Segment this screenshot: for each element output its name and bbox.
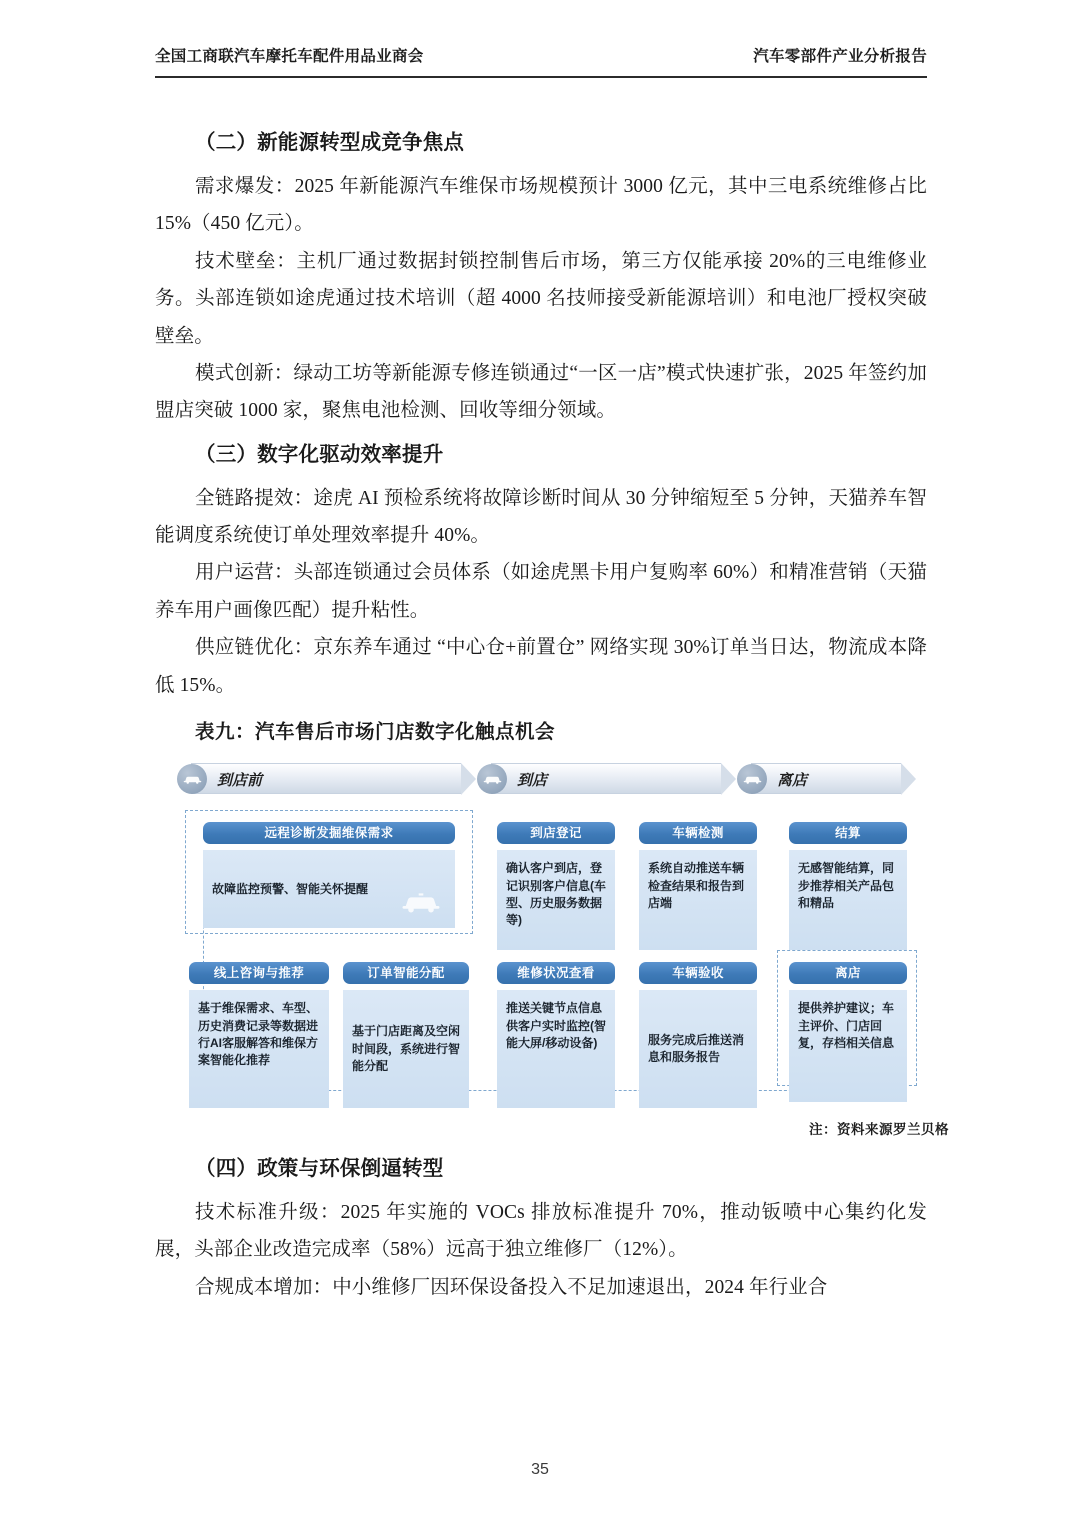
stage-banner-row bbox=[177, 762, 949, 800]
card-body-text: 故障监控预警、智能关怀提醒 bbox=[212, 881, 369, 896]
card-title: 线上咨询与推荐 bbox=[189, 962, 329, 984]
card-body bbox=[189, 990, 329, 1108]
card-repair-status[interactable] bbox=[497, 962, 615, 1108]
touchpoint-card-board bbox=[177, 804, 949, 1104]
digital-touchpoint-diagram bbox=[177, 762, 949, 1138]
card-body-text: 服务完成后推送消息和服务报告 bbox=[648, 1032, 745, 1065]
card-vehicle-acceptance[interactable] bbox=[639, 962, 757, 1108]
stage-label-at-store: 到店 bbox=[517, 771, 548, 789]
card-vehicle-inspection[interactable] bbox=[639, 822, 757, 950]
card-leave-store[interactable] bbox=[789, 962, 907, 1102]
card-title: 维修状况查看 bbox=[497, 962, 615, 984]
paragraph-supply-chain: 供应链优化：京东养车通过 “中心仓+前置仓” 网络实现 30%订单当日达，物流成本降低 15%。 bbox=[155, 637, 927, 696]
figure-caption: 表九：汽车售后市场门店数字化触点机会 bbox=[195, 722, 556, 744]
card-title: 远程诊断发掘维保需求 bbox=[203, 822, 455, 844]
card-title: 到店登记 bbox=[497, 822, 615, 844]
document-body bbox=[155, 118, 949, 1306]
page-number: 35 bbox=[531, 1461, 549, 1478]
card-body bbox=[497, 990, 615, 1108]
paragraph-tech-standard: 技术标准升级：2025 年实施的 VOCs 排放标准提升 70%，推动钣喷中心集约化发展，头部企业改造完成率（58%）远高于独立维修厂（12%）。 bbox=[155, 1201, 927, 1261]
stage-label-before-arrival: 到店前 bbox=[217, 771, 263, 789]
card-remote-diagnosis[interactable] bbox=[203, 822, 455, 928]
card-body-text: 提供养护建议；车主评价、门店回复，存档相关信息 bbox=[798, 1001, 895, 1050]
card-body bbox=[789, 990, 907, 1102]
figure-source-note: 注：资料来源罗兰贝格 bbox=[809, 1122, 949, 1138]
card-order-allocation[interactable] bbox=[343, 962, 469, 1108]
stage-leave-store bbox=[737, 762, 917, 796]
card-body bbox=[789, 850, 907, 950]
card-body-text: 无感智能结算，同步推荐相关产品包和精品 bbox=[798, 861, 895, 910]
section-heading-2: （二）新能源转型成竞争焦点 bbox=[195, 132, 465, 154]
card-title: 车辆检测 bbox=[639, 822, 757, 844]
card-body-text: 基于门店距离及空闲时间段，系统进行智能分配 bbox=[352, 1024, 461, 1073]
card-body bbox=[203, 850, 455, 928]
card-title: 离店 bbox=[789, 962, 907, 984]
card-body-text: 系统自动推送车辆检查结果和报告到店端 bbox=[648, 861, 745, 910]
paragraph-user-operation: 用户运营：头部连锁通过会员体系（如途虎黑卡用户复购率 60%）和精准营销（天猫养车用户画像匹配）提升粘性。 bbox=[155, 562, 927, 621]
card-title: 订单智能分配 bbox=[343, 962, 469, 984]
page-header bbox=[155, 44, 927, 71]
card-body-text: 确认客户到店，登记识别客户信息(车型、历史服务数据等) bbox=[506, 861, 606, 928]
stage-at-store bbox=[477, 762, 737, 796]
header-divider bbox=[155, 76, 927, 78]
stage-arrow-shape bbox=[751, 763, 901, 794]
card-title: 车辆验收 bbox=[639, 962, 757, 984]
section-heading-3: （三）数字化驱动效率提升 bbox=[195, 443, 444, 466]
paragraph-model-innovation: 模式创新：绿动工坊等新能源专修连锁通过“一区一店”模式快速扩张，2025 年签约加盟店突破 1000 家，聚焦电池检测、回收等细分领域。 bbox=[155, 362, 927, 422]
paragraph-demand-surge: 需求爆发：2025 年新能源汽车维保市场规模预计 3000 亿元，其中三电系统维修占比 15%（450 亿元）。 bbox=[155, 175, 927, 235]
header-left-title: 全国工商联汽车摩托车配件用品业商会 bbox=[155, 48, 424, 65]
card-body-text: 基于维保需求、车型、历史消费记录等数据进行AI客服解答和维保方案智能化推荐 bbox=[198, 1001, 319, 1068]
card-online-consulting[interactable] bbox=[189, 962, 329, 1108]
card-title: 结算 bbox=[789, 822, 907, 844]
stage-label-leave-store: 离店 bbox=[777, 771, 808, 789]
section-heading-4: （四）政策与环保倒逼转型 bbox=[195, 1158, 444, 1181]
card-body bbox=[639, 990, 757, 1108]
card-body-text: 推送关键节点信息供客户实时监控(智能大屏/移动设备) bbox=[506, 1001, 606, 1050]
paragraph-compliance-cost: 合规成本增加：中小维修厂因环保设备投入不足加速退出，2024 年行业合 bbox=[195, 1276, 828, 1298]
stage-before-arrival bbox=[177, 762, 477, 796]
card-arrival-registration[interactable] bbox=[497, 822, 615, 950]
card-body bbox=[639, 850, 757, 950]
paragraph-tech-barrier: 技术壁垒：主机厂通过数据封锁控制售后市场，第三方仅能承接 20%的三电维修业务。头部连锁如途虎通过技术培训（超 4000 名技师接受新能源培训）和电池厂授权突破壁垒。 bbox=[155, 250, 927, 347]
card-settlement[interactable] bbox=[789, 822, 907, 950]
card-body bbox=[497, 850, 615, 950]
header-right-title: 汽车零部件产业分析报告 bbox=[753, 48, 927, 65]
card-body bbox=[343, 990, 469, 1108]
paragraph-full-chain: 全链路提效：途虎 AI 预检系统将故障诊断时间从 30 分钟缩短至 5 分钟，天猫养车智能调度系统使订单处理效率提升 40%。 bbox=[155, 487, 927, 547]
car-icon bbox=[401, 889, 441, 920]
